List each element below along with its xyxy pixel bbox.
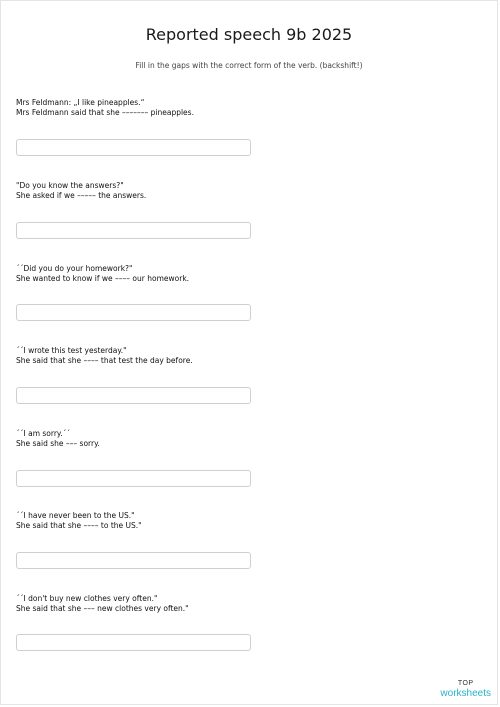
question-3-prompt: ´´Did you do your homework?"	[16, 264, 133, 273]
question-2	[16, 181, 436, 200]
question-4-gap-sentence: She said that she –––– that test the day before.	[16, 355, 193, 365]
logo-worksheets-text: worksheets	[440, 688, 491, 699]
question-3-gap-sentence: She wanted to know if we –––– our homework.	[16, 273, 190, 283]
answer-input-2[interactable]	[16, 222, 251, 239]
worksheet-title: Reported speech 9b 2025	[145, 25, 353, 44]
worksheet-instructions: Fill in the gaps with the correct form of the verb. (backshift!)	[135, 61, 363, 70]
question-3	[16, 264, 436, 283]
logo-top-text: TOP	[457, 680, 474, 687]
question-5-gap-sentence: She said she ––– sorry.	[16, 438, 100, 448]
answer-input-6[interactable]	[16, 552, 251, 569]
question-2-gap-sentence: She asked if we ––––– the answers.	[16, 190, 147, 200]
answer-input-3[interactable]	[16, 304, 251, 321]
answer-input-1[interactable]	[16, 139, 251, 156]
topworksheets-logo[interactable]	[440, 680, 491, 699]
question-4-prompt: ´´I wrote this test yesterday."	[16, 346, 127, 355]
question-1-prompt: Mrs Feldmann: „I like pineapples.“	[16, 98, 145, 107]
answer-input-7[interactable]	[16, 634, 251, 651]
question-5	[16, 429, 436, 448]
question-1-gap-sentence: Mrs Feldmann said that she ––––––– pineapples.	[16, 107, 194, 117]
question-7-prompt: ´´I don't buy new clothes very often."	[16, 594, 158, 603]
answer-input-4[interactable]	[16, 387, 251, 404]
question-7	[16, 594, 436, 613]
question-6-prompt: ´´I have never been to the US."	[16, 511, 135, 520]
answer-input-5[interactable]	[16, 470, 251, 487]
question-5-prompt: ´´I am sorry.´´	[16, 429, 71, 438]
question-7-gap-sentence: She said that she ––– new clothes very often."	[16, 603, 189, 613]
question-4	[16, 346, 436, 365]
question-2-prompt: "Do you know the answers?"	[16, 181, 124, 190]
question-1	[16, 98, 436, 117]
question-6-gap-sentence: She said that she –––– to the US."	[16, 520, 142, 530]
question-6	[16, 511, 436, 530]
